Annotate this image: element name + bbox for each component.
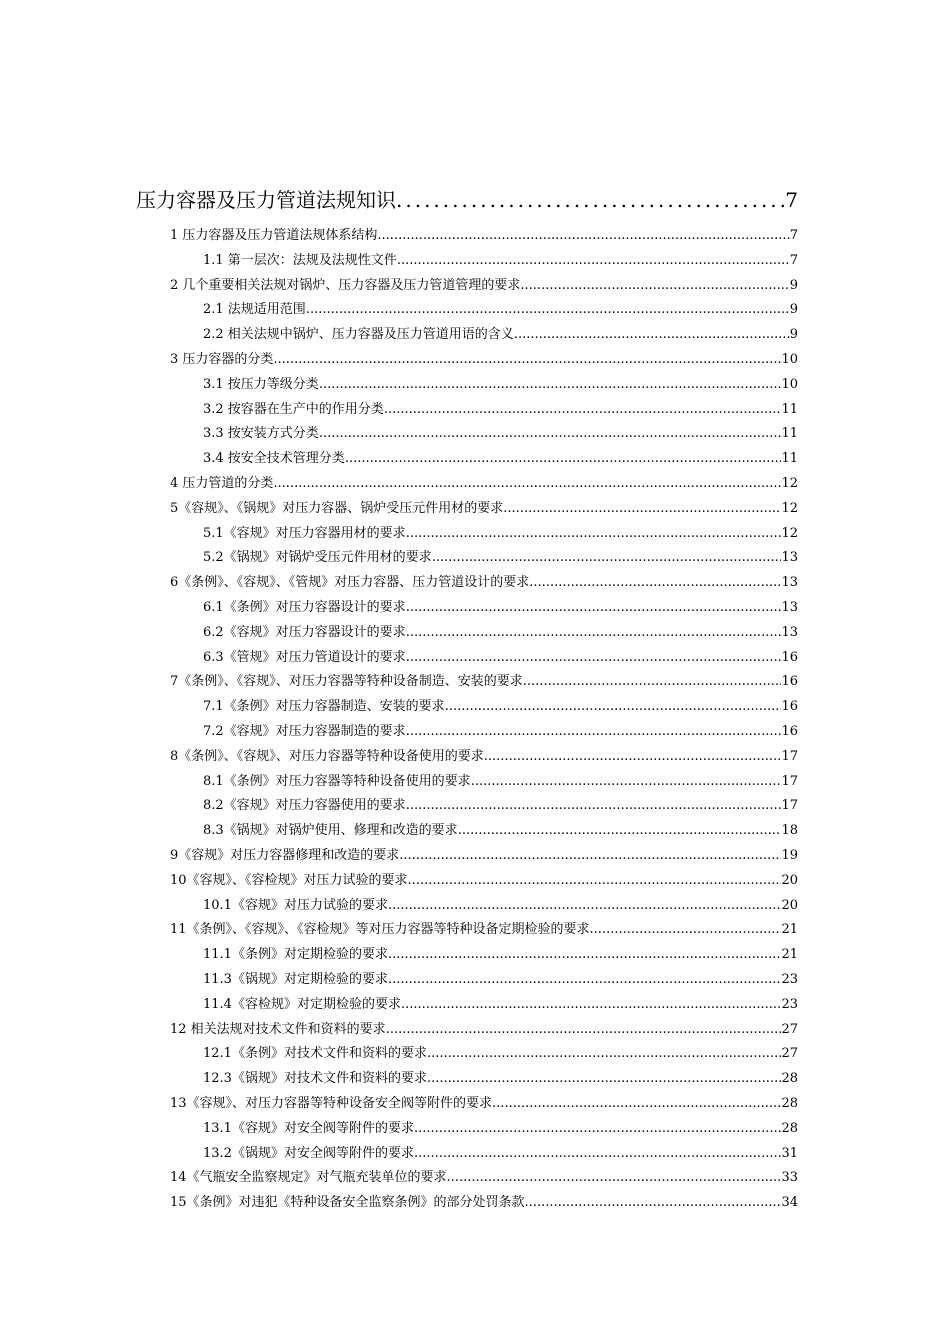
toc-entry-leader xyxy=(523,670,782,694)
toc-entry-text: 2.2 相关法规中锅炉、压力容器及压力管道用语的含义 xyxy=(203,327,514,343)
toc-title[interactable] xyxy=(136,185,798,215)
toc-entry-leader xyxy=(397,249,790,273)
toc-entry-level1[interactable] xyxy=(170,1191,798,1215)
toc-entry-page-number: 9 xyxy=(789,302,798,318)
toc-entry-page-number: 33 xyxy=(781,1170,798,1186)
toc-entry-leader xyxy=(529,571,781,595)
toc-entry-leader xyxy=(273,348,781,372)
toc-entry-page-number: 23 xyxy=(781,972,798,987)
toc-entry-leader xyxy=(406,720,782,744)
toc-entry-level1[interactable] xyxy=(170,472,798,496)
toc-entry-text: 8.3《锅规》对锅炉使用、修理和改造的要求 xyxy=(203,823,458,839)
toc-entry-text: 1 压力容器及压力管道法规体系结构 xyxy=(170,228,378,243)
toc-entry-leader xyxy=(414,1142,782,1166)
toc-title-page: 7 xyxy=(785,188,798,212)
toc-entry-level1[interactable] xyxy=(170,918,798,942)
toc-entry-page-number: 17 xyxy=(781,748,798,764)
toc-entry-text: 1.1 第一层次：法规及法规性文件 xyxy=(203,252,397,268)
toc-entry-page-number: 16 xyxy=(781,649,798,665)
toc-entry-text: 8《条例》、《容规》、对压力容器等特种设备使用的要求 xyxy=(170,748,484,764)
toc-entry-page-number: 13 xyxy=(781,550,798,566)
toc-entry-level1[interactable] xyxy=(170,571,798,595)
toc-entry-text: 3 压力容器的分类 xyxy=(170,352,274,367)
toc-entry-text: 10《容规》、《容检规》对压力试验的要求 xyxy=(170,872,408,888)
toc-entry-leader xyxy=(432,546,782,570)
toc-entry-page-number: 13 xyxy=(781,624,798,640)
toc-entry-level2[interactable] xyxy=(203,993,798,1017)
toc-entry-leader xyxy=(406,621,782,645)
toc-entry-level2[interactable] xyxy=(203,323,798,347)
toc-entry-leader xyxy=(458,819,782,843)
toc-entry-page-number: 21 xyxy=(781,922,798,938)
toc-entry-level1[interactable] xyxy=(170,224,798,248)
toc-entry-level1[interactable] xyxy=(170,1092,798,1116)
toc-entry-page-number: 27 xyxy=(781,1046,798,1062)
toc-entry-leader xyxy=(514,323,790,347)
toc-entry-page-number: 10 xyxy=(781,376,798,392)
toc-entry-text: 12.1《条例》对技术文件和资料的要求 xyxy=(203,1046,427,1062)
toc-entry-leader xyxy=(319,422,782,446)
toc-entry-page-number: 18 xyxy=(781,823,798,839)
toc-entry-page-number: 9 xyxy=(789,327,798,343)
toc-entry-level1[interactable] xyxy=(170,274,798,298)
toc-entry-leader xyxy=(345,447,782,471)
toc-entry-level2[interactable] xyxy=(203,646,798,670)
toc-entry-level2[interactable] xyxy=(203,819,798,843)
toc-entry-text: 14《气瓶安全监察规定》对气瓶充装单位的要求 xyxy=(170,1170,447,1186)
toc-entry-level1[interactable] xyxy=(170,745,798,769)
toc-entry-level2[interactable] xyxy=(203,720,798,744)
toc-entry-leader xyxy=(406,596,782,620)
toc-entry-text: 11.1《条例》对定期检验的要求 xyxy=(203,947,388,963)
toc-entry-text: 2 几个重要相关法规对锅炉、压力容器及压力管道管理的要求 xyxy=(170,277,521,293)
toc-entry-page-number: 34 xyxy=(781,1195,798,1211)
toc-entry-page-number: 16 xyxy=(781,674,798,690)
toc-entry-level2[interactable] xyxy=(203,1042,798,1066)
toc-entry-page-number: 7 xyxy=(789,252,798,268)
toc-entry-text: 11.4《容检规》对定期检验的要求 xyxy=(203,996,401,1012)
toc-entry-page-number: 27 xyxy=(781,1021,798,1037)
toc-entry-text: 11《条例》、《容规》、《容检规》等对压力容器等特种设备定期检验的要求 xyxy=(170,922,590,938)
toc-entry-level2[interactable] xyxy=(203,546,798,570)
toc-entry-page-number: 19 xyxy=(781,848,798,863)
toc-entry-page-number: 9 xyxy=(789,277,798,293)
toc-entry-leader xyxy=(401,993,782,1017)
toc-entry-page-number: 10 xyxy=(781,352,798,367)
toc-entry-level2[interactable] xyxy=(203,621,798,645)
toc-entry-level2[interactable] xyxy=(203,1142,798,1166)
toc-entry-leader xyxy=(471,770,782,794)
toc-entry-level2[interactable] xyxy=(203,695,798,719)
toc-entry-leader xyxy=(520,274,789,298)
toc-entry-level2[interactable] xyxy=(203,398,798,422)
toc-entry-page-number: 12 xyxy=(781,525,798,541)
toc-entry-page-number: 23 xyxy=(781,996,798,1012)
toc-entry-page-number: 21 xyxy=(781,947,798,963)
toc-entry-leader xyxy=(406,646,782,670)
toc-title-leader xyxy=(396,185,785,215)
toc-entry-page-number: 20 xyxy=(781,872,798,888)
toc-entry-leader xyxy=(306,298,790,322)
toc-entry-level2[interactable] xyxy=(203,770,798,794)
toc-entry-level2[interactable] xyxy=(203,794,798,818)
toc-entry-text: 8.2《容规》对压力容器使用的要求 xyxy=(203,798,406,814)
toc-entry-level2[interactable] xyxy=(203,422,798,446)
toc-entry-leader xyxy=(388,943,782,967)
toc-entry-leader xyxy=(484,745,782,769)
toc-entry-level2[interactable] xyxy=(203,373,798,397)
toc-entry-page-number: 16 xyxy=(781,724,798,739)
toc-entry-leader xyxy=(427,1067,782,1091)
toc-entry-leader xyxy=(503,497,781,521)
toc-entry-leader xyxy=(447,1166,782,1190)
toc-entry-text: 3.4 按安全技术管理分类 xyxy=(203,451,345,467)
toc-entry-text: 3.3 按安装方式分类 xyxy=(203,426,319,442)
toc-entry-text: 7.1《条例》对压力容器制造、安装的要求 xyxy=(203,699,445,715)
toc-entry-page-number: 11 xyxy=(781,451,798,467)
toc-entry-page-number: 11 xyxy=(781,401,798,417)
toc-entry-text: 5.1《容规》对压力容器用材的要求 xyxy=(203,525,406,541)
toc-entry-page-number: 28 xyxy=(781,1120,798,1136)
toc-entry-level1[interactable] xyxy=(170,670,798,694)
toc-entry-level1[interactable] xyxy=(170,1018,798,1042)
toc-entry-text: 12.3《锅规》对技术文件和资料的要求 xyxy=(203,1071,427,1087)
toc-entry-text: 12 相关法规对技术文件和资料的要求 xyxy=(170,1021,386,1037)
toc-entry-text: 9《容规》对压力容器修理和改造的要求 xyxy=(170,848,400,863)
toc-entry-level1[interactable] xyxy=(170,1166,798,1190)
toc-entry-page-number: 12 xyxy=(781,500,798,516)
toc-entry-level1[interactable] xyxy=(170,844,798,868)
toc-entry-text: 13.1《容规》对安全阀等附件的要求 xyxy=(203,1120,414,1136)
toc-entry-leader xyxy=(427,1042,782,1066)
toc-entry-level2[interactable] xyxy=(203,298,798,322)
toc-entry-text: 8.1《条例》对压力容器等特种设备使用的要求 xyxy=(203,773,471,789)
toc-entry-text: 13《容规》、对压力容器等特种设备安全阀等附件的要求 xyxy=(170,1096,493,1111)
toc-entry-leader xyxy=(386,1018,782,1042)
toc-entry-text: 2.1 法规适用范围 xyxy=(203,302,306,318)
toc-entry-page-number: 31 xyxy=(781,1145,798,1161)
toc-entry-page-number: 28 xyxy=(781,1096,798,1111)
toc-entry-text: 3.1 按压力等级分类 xyxy=(203,376,319,392)
toc-entry-text: 6.3《管规》对压力管道设计的要求 xyxy=(203,649,406,665)
toc-entry-page-number: 12 xyxy=(781,476,798,491)
toc-entry-leader xyxy=(399,844,781,868)
toc-entry-level2[interactable] xyxy=(203,894,798,918)
toc-entry-text: 15《条例》对违犯《特种设备安全监察条例》的部分处罚条款 xyxy=(170,1195,525,1211)
toc-entry-level2[interactable] xyxy=(203,1117,798,1141)
toc-entry-leader xyxy=(590,918,782,942)
toc-entry-leader xyxy=(388,968,782,992)
toc-entry-text: 7.2《容规》对压力容器制造的要求 xyxy=(203,724,406,739)
toc-entry-page-number: 13 xyxy=(781,600,798,615)
toc-entry-level2[interactable] xyxy=(203,596,798,620)
toc-entry-leader xyxy=(414,1117,782,1141)
toc-entry-page-number: 11 xyxy=(781,426,798,442)
toc-entry-leader xyxy=(492,1092,781,1116)
toc-entry-text: 4 压力管道的分类 xyxy=(170,476,274,491)
toc-entry-level2[interactable] xyxy=(203,447,798,471)
toc-entry-text: 3.2 按容器在生产中的作用分类 xyxy=(203,401,384,417)
toc-entry-leader xyxy=(525,1191,782,1215)
toc-entry-text: 11.3《锅规》对定期检验的要求 xyxy=(203,972,388,987)
toc-entry-leader xyxy=(377,224,789,248)
toc-entry-leader xyxy=(384,398,782,422)
toc-entry-text: 6.1《条例》对压力容器设计的要求 xyxy=(203,600,406,615)
toc-entry-text: 10.1《容规》对压力试验的要求 xyxy=(203,897,388,913)
toc-entry-text: 6.2《容规》对压力容器设计的要求 xyxy=(203,624,406,640)
toc-entry-leader xyxy=(408,869,782,893)
toc-entry-level2[interactable] xyxy=(203,1067,798,1091)
toc-title-text: 压力容器及压力管道法规知识 xyxy=(136,188,396,212)
toc-entry-text: 5.2《锅规》对锅炉受压元件用材的要求 xyxy=(203,550,432,566)
toc-entry-level2[interactable] xyxy=(203,968,798,992)
toc-entry-page-number: 13 xyxy=(781,575,798,591)
toc-entry-page-number: 7 xyxy=(789,228,798,243)
toc-entry-level1[interactable] xyxy=(170,348,798,372)
toc-entry-level2[interactable] xyxy=(203,943,798,967)
toc-entry-page-number: 28 xyxy=(781,1071,798,1087)
toc-entry-text: 6《条例》、《容规》、《管规》对压力容器、压力管道设计的要求 xyxy=(170,575,530,591)
toc-entry-page-number: 16 xyxy=(781,699,798,715)
toc-entry-leader xyxy=(273,472,781,496)
toc-entry-page-number: 20 xyxy=(781,897,798,913)
toc-entry-text: 13.2《锅规》对安全阀等附件的要求 xyxy=(203,1145,414,1161)
toc-entry-level2[interactable] xyxy=(203,249,798,273)
toc-entry-leader xyxy=(445,695,782,719)
toc-entry-text: 7《条例》、《容规》、对压力容器等特种设备制造、安装的要求 xyxy=(170,674,523,690)
toc-entry-level1[interactable] xyxy=(170,869,798,893)
toc-entry-leader xyxy=(388,894,782,918)
toc-entry-leader xyxy=(406,794,782,818)
toc-entry-page-number: 17 xyxy=(781,798,798,814)
toc-entry-page-number: 17 xyxy=(781,773,798,789)
toc-entry-leader xyxy=(319,373,782,397)
toc-entry-level1[interactable] xyxy=(170,497,798,521)
toc-entry-level2[interactable] xyxy=(203,522,798,546)
toc-entry-leader xyxy=(406,522,782,546)
toc-entry-text: 5《容规》、《锅规》对压力容器、锅炉受压元件用材的要求 xyxy=(170,500,504,516)
